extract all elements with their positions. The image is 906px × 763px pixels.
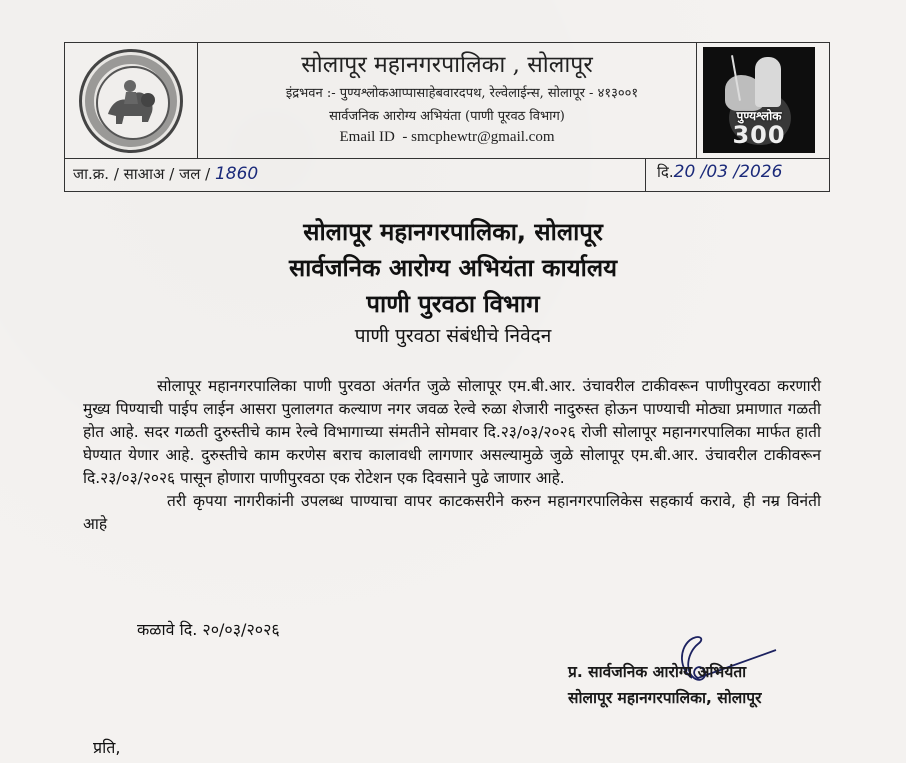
lion-rider-icon bbox=[102, 74, 162, 130]
date-cell bbox=[645, 158, 829, 191]
punyashlok-300-emblem-icon bbox=[703, 47, 815, 153]
issued-date: कळावे दि. २०/०३/२०२६ bbox=[137, 620, 280, 639]
date-handwritten: 20 /03 /2026 bbox=[673, 162, 783, 182]
municipal-seal-icon bbox=[79, 49, 183, 153]
reference-handwritten-number: 1860 bbox=[214, 164, 259, 184]
letterhead bbox=[64, 42, 830, 192]
email-label: Email ID bbox=[339, 129, 395, 145]
letterhead-emblem-cell bbox=[696, 43, 829, 158]
signatory-designation: प्र. सार्वजनिक आरोग्य अभियंता bbox=[568, 663, 747, 681]
org-title: सोलापूर महानगरपालिका , सोलापूर bbox=[301, 52, 593, 78]
emblem-number: 300 bbox=[732, 121, 786, 149]
reference-number bbox=[73, 164, 258, 184]
emblem-label: पुण्यश्लोक bbox=[736, 109, 782, 123]
reference-cell bbox=[65, 158, 646, 191]
letter-date bbox=[657, 162, 782, 182]
signatory-organization: सोलापूर महानगरपालिका, सोलापूर bbox=[568, 689, 762, 707]
org-email-line: Email ID - smcphewtr@gmail.com bbox=[339, 129, 555, 145]
notice-subtitle: पाणी पुरवठा संबंधीचे निवेदन bbox=[354, 325, 552, 347]
recipient-label: प्रति, bbox=[93, 738, 121, 757]
reference-prefix: जा.क्र. / साआअ / जल / bbox=[73, 165, 211, 183]
date-prefix: दि. bbox=[657, 163, 674, 181]
body-paragraph-2: तरी कृपया नागरीकांनी उपलब्ध पाण्याचा वापर काटकसरीने करुन महानगरपालिकेस सहकार्य करावे, ही नम्र विनंती आहे bbox=[83, 492, 821, 533]
letterhead-logo-cell bbox=[65, 43, 198, 158]
email-address[interactable]: smcphewtr@gmail.com bbox=[411, 129, 555, 145]
heading-office: सार्वजनिक आरोग्य अभियंता कार्यालय bbox=[288, 254, 618, 282]
org-department: सार्वजनिक आरोग्य अभियंता (पाणी पूरवठ विभाग) bbox=[329, 109, 565, 124]
heading-department: पाणी पुरवठा विभाग bbox=[366, 290, 540, 318]
heading-organization: सोलापूर महानगरपालिका, सोलापूर bbox=[303, 218, 603, 246]
org-address: इंद्रभवन :- पुण्यश्लोकआप्पासाहेबवारदपथ, रेल्वेलाईन्स, सोलापूर - ४१३००१ bbox=[285, 86, 639, 101]
notice-body bbox=[83, 375, 821, 536]
body-paragraph-1: सोलापूर महानगरपालिका पाणी पुरवठा अंतर्गत जुळे सोलापूर एम.बी.आर. उंचावरील टाकीवरून पाणीपुरवठा करणारी मुख्य पिण्याची पाईप लाईन आसरा पुलालगत कल्याण नगर जवळ रेल्वे रुळा शेजारी नादुरुस्त होऊन पाण्याची मोठ्या प्रमाणात गळती होत आहे. सदर गळती दुरुस्तीचे काम रेल्वे विभागाच्या संमतीने सोमवार दि.२३/०३/२०२६ रोजी सोलापूर महानगरपालिका मार्फत हाती घेण्यात येणार आहे. दुरुस्तीचे काम करणेस बराच कालावधी लागणार असल्यामुळे जुळे सोलापूर एम.बी.आर. उंचावरील टाकीवरून दि.२३/०३/२०२६ पासून होणारा पाणीपुरवठा एक रोटेशन एक दिवसाने पुढे जाणार आहे. bbox=[83, 377, 821, 487]
